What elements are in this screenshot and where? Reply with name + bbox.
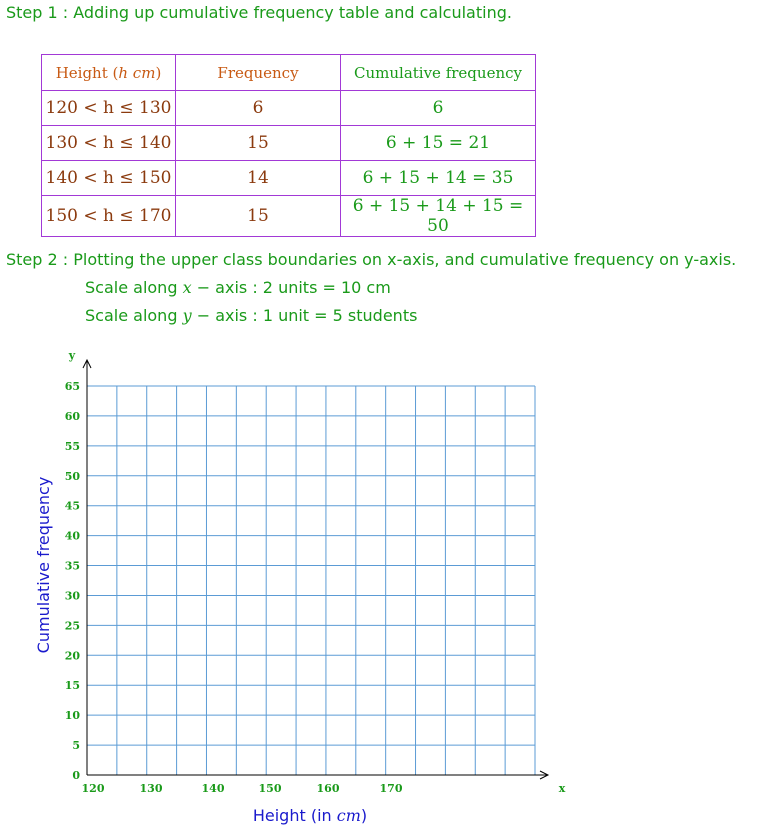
y-axis-name: y (68, 349, 76, 362)
table-row (42, 126, 536, 161)
table-header-row (42, 55, 536, 91)
cell-height: 150 < h ≤ 170 (42, 196, 176, 237)
y-tick-label: 0 (72, 769, 80, 782)
x-tick-label: 130 (139, 782, 163, 795)
cell-height: 120 < h ≤ 130 (42, 91, 176, 126)
y-tick-label: 15 (64, 679, 80, 693)
x-tick-label: 150 (258, 782, 282, 795)
y-axis-label: Cumulative frequency (34, 476, 53, 654)
y-tick-label: 65 (64, 380, 80, 393)
y-tick-label: 10 (64, 709, 80, 723)
step2-description: Plotting the upper class boundaries on x-axis, and cumulative frequency on y-axis. (73, 250, 737, 269)
x-tick-label: 170 (379, 782, 403, 795)
scale-y-text: Scale along y − axis : 1 unit = 5 students (85, 306, 418, 325)
y-tick-label: 50 (64, 469, 80, 483)
step2-text (6, 250, 736, 269)
cell-height: 140 < h ≤ 150 (42, 161, 176, 196)
y-tick-labels (65, 380, 81, 782)
x-tick-label: 160 (316, 782, 340, 795)
step2-label: Step 2 : (6, 250, 69, 269)
cell-cumulative: 6 (341, 91, 536, 126)
graph-grid (87, 386, 535, 775)
cell-height: 130 < h ≤ 140 (42, 126, 176, 161)
y-tick-label: 60 (64, 409, 80, 423)
table-row (42, 196, 536, 237)
cell-frequency: 14 (176, 161, 341, 196)
y-tick-label: 30 (64, 589, 80, 603)
scale-x-text: Scale along x − axis : 2 units = 10 cm (85, 278, 391, 297)
table-row (42, 91, 536, 126)
cell-cumulative: 6 + 15 + 14 + 15 = 50 (341, 196, 536, 237)
y-tick-label: 45 (64, 499, 80, 513)
cumulative-frequency-graph (0, 340, 600, 828)
x-axis-label: Height (in cm) (252, 806, 368, 825)
y-tick-label: 20 (64, 649, 80, 663)
y-tick-label: 35 (64, 559, 80, 573)
y-tick-label: 25 (64, 619, 80, 633)
cell-frequency: 15 (176, 196, 341, 237)
header-frequency: Frequency (176, 55, 341, 91)
cell-cumulative: 6 + 15 = 21 (341, 126, 536, 161)
step1-label: Step 1 : (6, 3, 69, 22)
cell-frequency: 15 (176, 126, 341, 161)
header-cumulative-frequency: Cumulative frequency (341, 55, 536, 91)
header-height: Height (h cm) (42, 55, 176, 91)
x-tick-labels (82, 782, 403, 795)
cumulative-frequency-table (41, 54, 536, 237)
step1-text (6, 3, 512, 22)
graph-axes (83, 360, 548, 779)
x-tick-label: 140 (201, 782, 225, 795)
y-tick-label: 40 (64, 529, 80, 543)
cell-cumulative: 6 + 15 + 14 = 35 (341, 161, 536, 196)
y-tick-label: 5 (72, 739, 80, 753)
step1-description: Adding up cumulative frequency table and calculating. (73, 3, 512, 22)
x-tick-label: 120 (81, 782, 105, 795)
cell-frequency: 6 (176, 91, 341, 126)
table-row (42, 161, 536, 196)
y-tick-label: 55 (64, 439, 80, 453)
x-axis-name: x (558, 782, 566, 795)
